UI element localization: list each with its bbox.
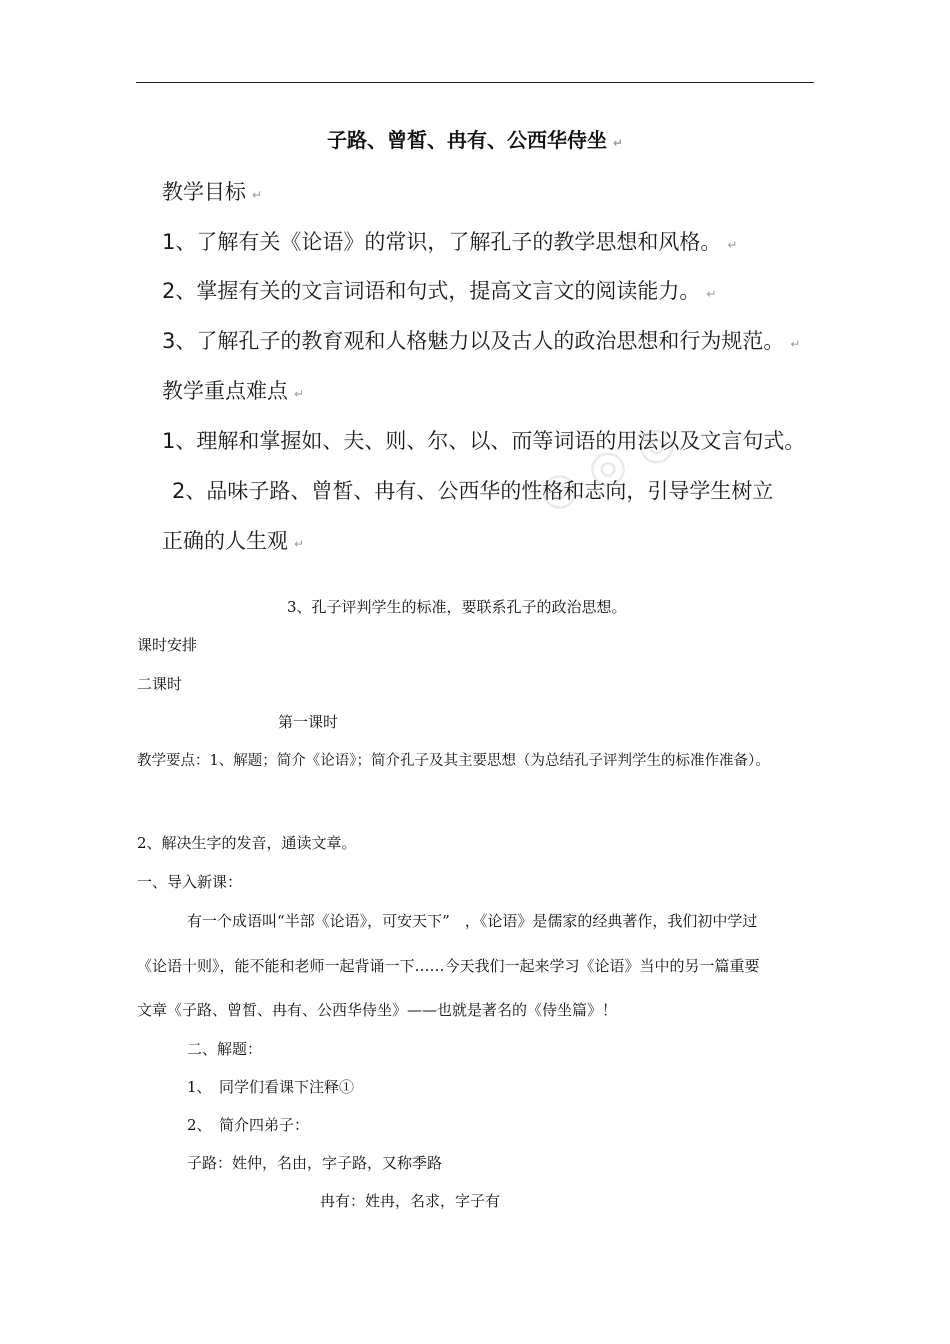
jieti-item-1: 1、 同学们看课下注释① xyxy=(187,1078,355,1096)
intro-line-1: 有一个成语叫“半部《论语》，可安天下” ，《论语》是儒家的经典著作，我们初中学过 xyxy=(187,912,758,930)
intro-line-2: 《论语十则》，能不能和老师一起背诵一下……今天我们一起来学习《论语》当中的另一篇重要 xyxy=(137,957,760,975)
goals-heading: 教学目标 ↵ xyxy=(162,180,263,204)
jieti-heading: 二、解题： xyxy=(187,1040,263,1058)
page-title: 子路、曾皙、冉有、公西华侍坐 ↵ xyxy=(326,128,624,152)
header-rule xyxy=(136,82,814,83)
schedule-value: 二课时 xyxy=(137,675,183,693)
key-point-item-3: 3、孔子评判学生的标准，要联系孔子的政治思想。 xyxy=(287,598,627,616)
lesson-title: 第一课时 xyxy=(278,713,339,731)
key-points-heading: 教学重点难点 ↵ xyxy=(162,379,305,403)
watermark: ◎ ◎ ◎ xyxy=(529,412,684,521)
disciple-zilu: 子路：姓仲，名由，字子路，又称季路 xyxy=(187,1154,443,1172)
schedule-label: 课时安排 xyxy=(137,636,198,654)
goal-item-2: 2、掌握有关的文言词语和句式，提高文言文的阅读能力。 ↵ xyxy=(162,279,717,303)
key-point-item-2: 2、品味子路、曾皙、冉有、公西华的性格和志向，引导学生树立 xyxy=(172,479,774,503)
jieti-item-2: 2、 简介四弟子： xyxy=(187,1116,310,1134)
disciple-ranyou: 冉有：姓冉，名求，字子有 xyxy=(320,1192,501,1210)
teaching-points-2: 2、解决生字的发音，通读文章。 xyxy=(137,834,357,852)
intro-line-3: 文章《子路、曾皙、冉有、公西华侍坐》——也就是著名的《侍坐篇》！ xyxy=(137,1001,618,1019)
goal-item-1: 1、了解有关《论语》的常识，了解孔子的教学思想和风格。 ↵ xyxy=(162,230,738,254)
goal-item-3: 3、了解孔子的教育观和人格魅力以及古人的政治思想和行为规范。 ↵ xyxy=(162,329,801,353)
key-point-item-1: 1、理解和掌握如、夫、则、尔、以、而等词语的用法以及文言句式。 xyxy=(162,429,806,453)
intro-heading: 一、导入新课： xyxy=(137,873,243,891)
teaching-points: 教学要点：1、解题；简介《论语》；简介孔子及其主要思想（为总结孔子评判学生的标准作准备）。 xyxy=(137,753,770,769)
key-point-item-2-cont: 正确的人生观 ↵ xyxy=(162,529,305,553)
